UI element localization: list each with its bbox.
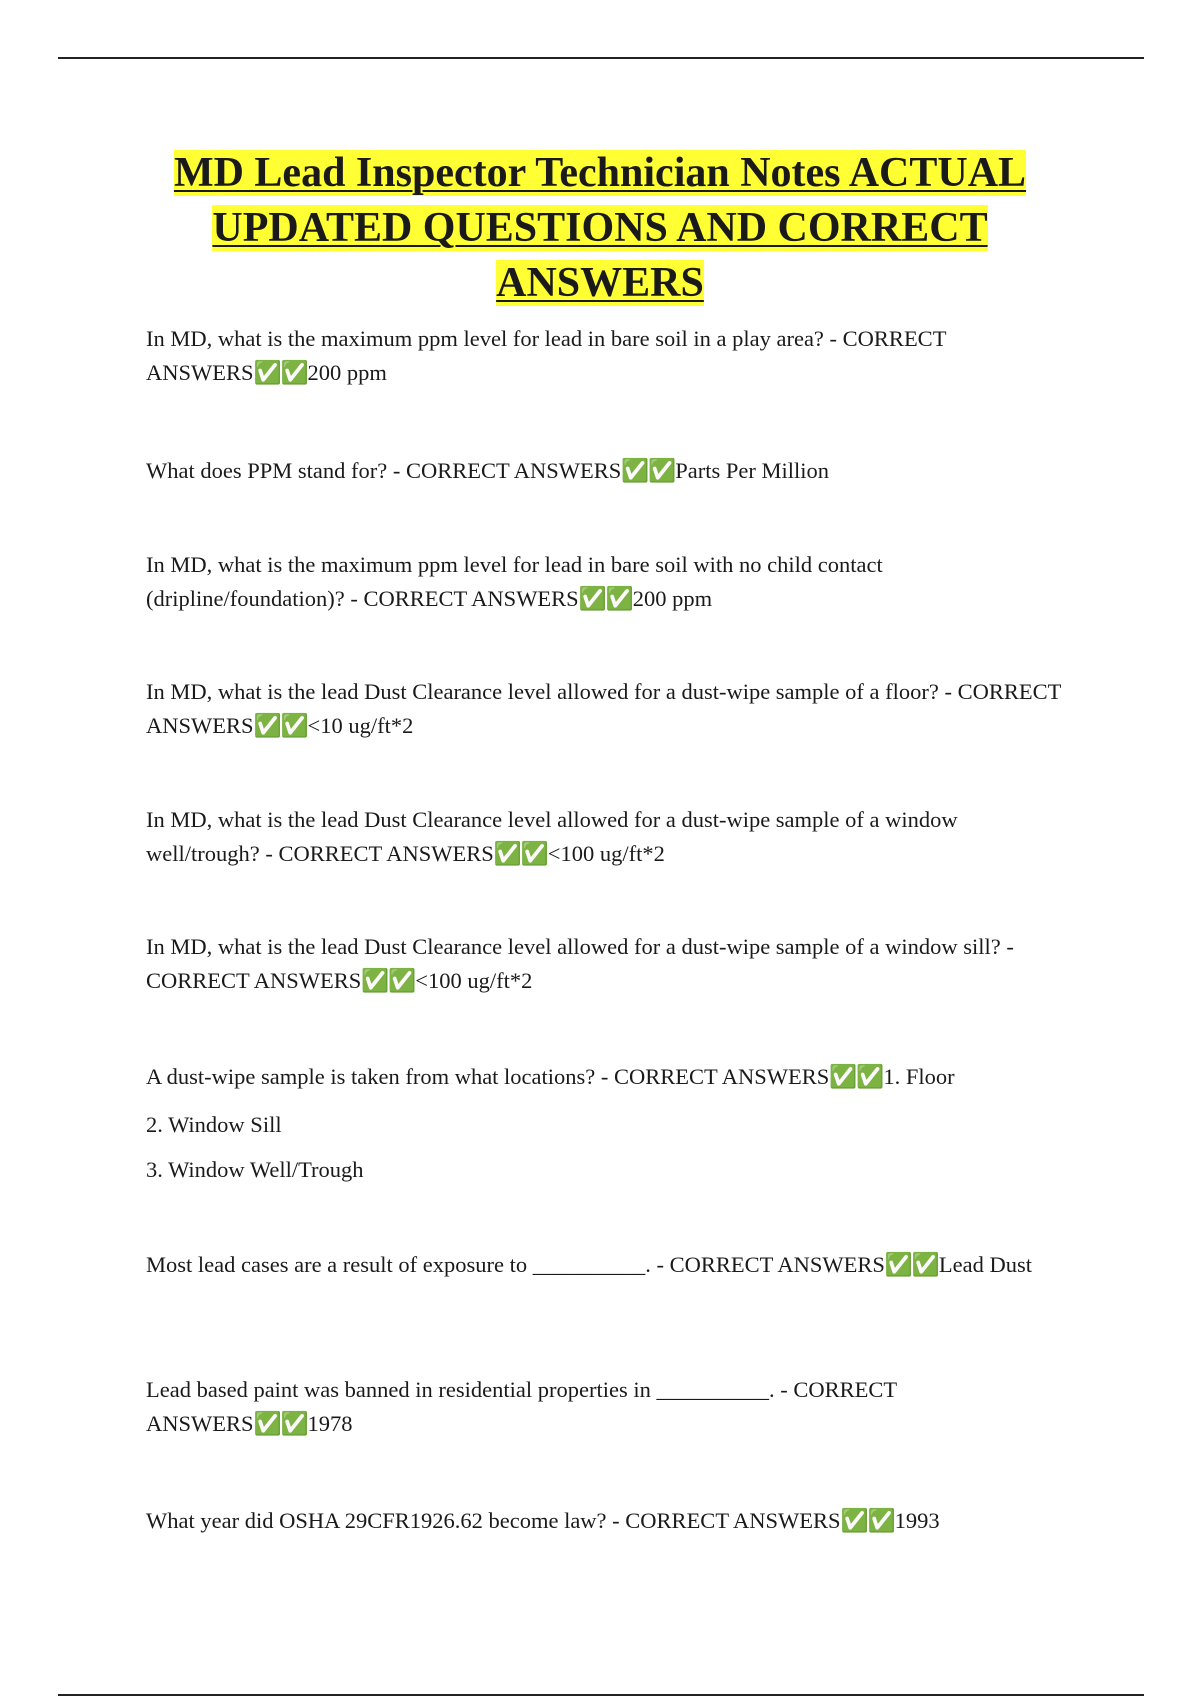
- answer-marker: CORRECT ANSWERS: [405, 458, 622, 483]
- answer-marker: CORRECT ANSWERS: [669, 1252, 885, 1277]
- answer-text: 200 ppm: [632, 586, 713, 611]
- check-icon: ✅✅: [840, 1508, 895, 1533]
- qa-item-6: [146, 930, 1066, 998]
- question-text: A dust-wipe sample is taken from what locations? -: [146, 1064, 615, 1089]
- qa-item-4: [146, 675, 1066, 743]
- answer-marker: CORRECT ANSWERS: [146, 968, 362, 993]
- qa-item-7: [146, 1060, 1066, 1094]
- answer-marker: CORRECT ANSWERS: [146, 1377, 897, 1436]
- answer-marker: CORRECT ANSWERS: [614, 1064, 830, 1089]
- qa-item-3: [146, 548, 1066, 616]
- qa-item-8: [146, 1250, 1066, 1280]
- answer-marker: CORRECT ANSWERS: [278, 841, 494, 866]
- qa-item-2: [146, 454, 1066, 488]
- question-text: In MD, what is the lead Dust Clearance level allowed for a dust-wipe sample of a window well/trough? -: [146, 807, 958, 866]
- bottom-divider: [58, 1694, 1144, 1696]
- answer-text: 1978: [307, 1411, 353, 1436]
- question-text: Most lead cases are a result of exposure to __________. -: [146, 1252, 670, 1277]
- title-text: MD Lead Inspector Technician Notes ACTUAL UPDATED QUESTIONS AND CORRECT ANSWERS: [173, 150, 1027, 306]
- answer-marker: CORRECT ANSWERS: [363, 586, 579, 611]
- question-text: What year did OSHA 29CFR1926.62 become law? -: [146, 1508, 626, 1533]
- question-text: In MD, what is the maximum ppm level for lead in bare soil with no child contact (dripline/foundation)? -: [146, 552, 883, 611]
- check-icon: ✅✅: [829, 1064, 884, 1089]
- answer-text: Lead Dust: [938, 1252, 1033, 1277]
- check-icon: ✅✅: [253, 1411, 308, 1436]
- answer-text: Parts Per Million: [675, 458, 830, 483]
- answer-marker: CORRECT ANSWERS: [146, 679, 1061, 738]
- question-text: What does PPM stand for? -: [146, 458, 406, 483]
- question-text: Lead based paint was banned in residential properties in __________. -: [146, 1377, 794, 1402]
- question-text: In MD, what is the maximum ppm level for lead in bare soil in a play area? -: [146, 326, 843, 351]
- document-title: [120, 146, 1080, 311]
- answer-marker: CORRECT ANSWERS: [146, 326, 947, 385]
- list-item: 2. Window Sill: [146, 1112, 282, 1137]
- answer-marker: CORRECT ANSWERS: [625, 1508, 841, 1533]
- check-icon: ✅✅: [253, 713, 308, 738]
- top-divider: [58, 57, 1144, 59]
- answer-text: 200 ppm: [307, 360, 387, 385]
- qa-item-5: [146, 803, 1066, 871]
- answer-text: 1993: [894, 1508, 940, 1533]
- answer-text: <100 ug/ft*2: [547, 841, 665, 866]
- qa-item-10: [146, 1504, 1066, 1538]
- qa-item-9: [146, 1373, 1066, 1441]
- check-icon: ✅✅: [578, 586, 633, 611]
- answer-text: <100 ug/ft*2: [415, 968, 533, 993]
- check-icon: ✅✅: [361, 968, 416, 993]
- answer-text: <10 ug/ft*2: [307, 713, 414, 738]
- answer-text: 1. Floor: [883, 1064, 955, 1089]
- check-icon: ✅✅: [884, 1252, 939, 1277]
- list-item: 3. Window Well/Trough: [146, 1157, 364, 1182]
- question-text: In MD, what is the lead Dust Clearance level allowed for a dust-wipe sample of a window sill? -: [146, 934, 1014, 959]
- check-icon: ✅✅: [621, 458, 676, 483]
- question-text: In MD, what is the lead Dust Clearance level allowed for a dust-wipe sample of a floor? -: [146, 679, 958, 704]
- check-icon: ✅✅: [493, 841, 548, 866]
- check-icon: ✅✅: [253, 360, 308, 385]
- qa-item-1: [146, 322, 1066, 390]
